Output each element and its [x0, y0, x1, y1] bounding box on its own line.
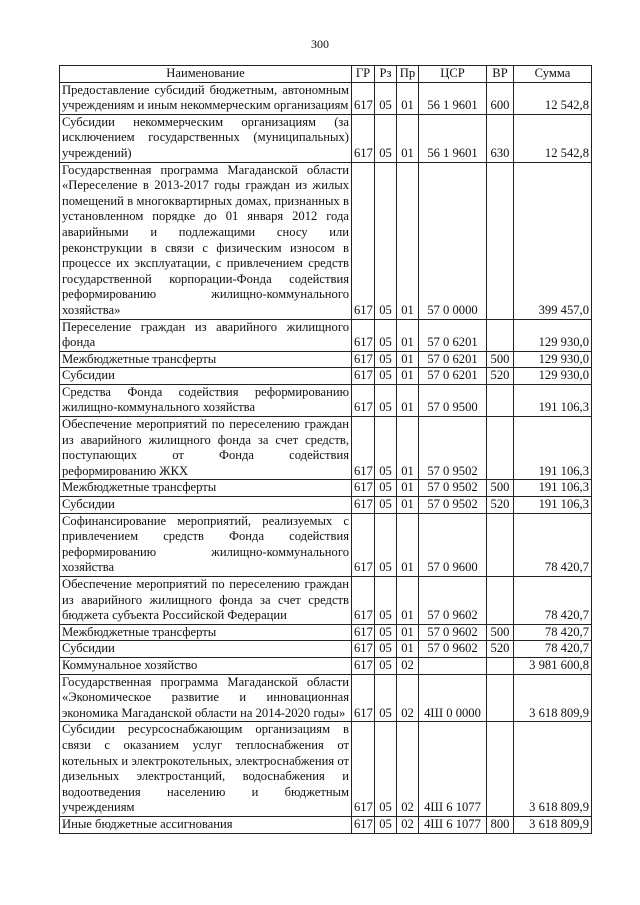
table-row — [60, 351, 592, 368]
cell-rz: 05 — [375, 384, 397, 416]
cell-sum: 3 618 809,9 — [514, 816, 592, 833]
cell-rz: 05 — [375, 816, 397, 833]
cell-csr: 57 0 9502 — [419, 497, 487, 514]
cell-csr: 4Ш 0 0000 — [419, 674, 487, 722]
cell-vr — [487, 162, 514, 319]
cell-pr: 01 — [397, 368, 419, 385]
cell-vr — [487, 657, 514, 674]
cell-gr: 617 — [352, 497, 375, 514]
cell-name: Софинансирование мероприятий, реализуемых с привлечением средств Фонда содействия реформированию жилищно-коммунального хозяйства — [60, 513, 352, 576]
table-row — [60, 657, 592, 674]
cell-gr: 617 — [352, 577, 375, 625]
cell-csr: 4Ш 6 1077 — [419, 722, 487, 817]
cell-sum: 191 106,3 — [514, 417, 592, 480]
cell-rz: 05 — [375, 674, 397, 722]
cell-csr: 57 0 0000 — [419, 162, 487, 319]
cell-gr: 617 — [352, 384, 375, 416]
cell-gr: 617 — [352, 417, 375, 480]
cell-sum: 399 457,0 — [514, 162, 592, 319]
table-row — [60, 641, 592, 658]
cell-rz: 05 — [375, 577, 397, 625]
cell-csr: 57 0 6201 — [419, 368, 487, 385]
cell-sum: 78 420,7 — [514, 641, 592, 658]
table-row — [60, 114, 592, 162]
table-row — [60, 384, 592, 416]
cell-vr — [487, 384, 514, 416]
cell-pr: 01 — [397, 624, 419, 641]
cell-sum: 129 930,0 — [514, 368, 592, 385]
cell-csr: 4Ш 6 1077 — [419, 816, 487, 833]
cell-gr: 617 — [352, 674, 375, 722]
table-row — [60, 319, 592, 351]
table-row — [60, 624, 592, 641]
cell-pr: 02 — [397, 722, 419, 817]
cell-sum: 129 930,0 — [514, 351, 592, 368]
cell-pr: 01 — [397, 114, 419, 162]
cell-gr: 617 — [352, 368, 375, 385]
cell-vr: 520 — [487, 368, 514, 385]
cell-pr: 01 — [397, 384, 419, 416]
cell-csr: 57 0 9502 — [419, 417, 487, 480]
cell-vr: 500 — [487, 351, 514, 368]
header-csr: ЦСР — [419, 66, 487, 83]
cell-vr: 630 — [487, 114, 514, 162]
cell-gr: 617 — [352, 82, 375, 114]
cell-name: Субсидии некоммерческим организациям (за исключением государственных (муниципальных) учреждений) — [60, 114, 352, 162]
cell-name: Государственная программа Магаданской области «Переселение в 2013-2017 годы граждан из жилых помещений в многоквартирных домах, признанных в установленном порядке до 01 января 2012 года аварийными и подлежащими сносу или реконструкции в связи с физическим износом в процессе их эксплуатации, с привлечением средств государственной корпорации-Фонда содействия реформированию жилищно-коммунального хозяйства» — [60, 162, 352, 319]
cell-rz: 05 — [375, 82, 397, 114]
table-row — [60, 816, 592, 833]
cell-sum: 191 106,3 — [514, 497, 592, 514]
cell-name: Коммунальное хозяйство — [60, 657, 352, 674]
cell-rz: 05 — [375, 114, 397, 162]
cell-pr: 02 — [397, 816, 419, 833]
header-pr: Пр — [397, 66, 419, 83]
cell-sum: 191 106,3 — [514, 384, 592, 416]
cell-name: Предоставление субсидий бюджетным, автономным учреждениям и иным некоммерческим организациям — [60, 82, 352, 114]
cell-gr: 617 — [352, 641, 375, 658]
header-sum: Сумма — [514, 66, 592, 83]
cell-name: Иные бюджетные ассигнования — [60, 816, 352, 833]
cell-name: Субсидии — [60, 368, 352, 385]
cell-csr: 57 0 9602 — [419, 577, 487, 625]
cell-rz: 05 — [375, 319, 397, 351]
cell-csr: 57 0 9600 — [419, 513, 487, 576]
cell-rz: 05 — [375, 497, 397, 514]
cell-pr: 01 — [397, 497, 419, 514]
cell-name: Межбюджетные трансферты — [60, 480, 352, 497]
cell-gr: 617 — [352, 162, 375, 319]
cell-csr — [419, 657, 487, 674]
table-row — [60, 480, 592, 497]
cell-rz: 05 — [375, 722, 397, 817]
cell-vr: 600 — [487, 82, 514, 114]
cell-pr: 01 — [397, 162, 419, 319]
cell-gr: 617 — [352, 480, 375, 497]
cell-name: Субсидии — [60, 497, 352, 514]
cell-sum: 3 618 809,9 — [514, 674, 592, 722]
table-row — [60, 497, 592, 514]
cell-gr: 617 — [352, 657, 375, 674]
cell-name: Государственная программа Магаданской области «Экономическое развитие и инновационная экономика Магаданской области на 2014-2020 годы» — [60, 674, 352, 722]
cell-vr: 800 — [487, 816, 514, 833]
cell-rz: 05 — [375, 513, 397, 576]
cell-gr: 617 — [352, 722, 375, 817]
cell-sum: 12 542,8 — [514, 114, 592, 162]
cell-gr: 617 — [352, 513, 375, 576]
cell-rz: 05 — [375, 480, 397, 497]
cell-vr: 520 — [487, 497, 514, 514]
cell-rz: 05 — [375, 641, 397, 658]
cell-name: Межбюджетные трансферты — [60, 624, 352, 641]
cell-vr — [487, 722, 514, 817]
cell-name: Обеспечение мероприятий по переселению граждан из аварийного жилищного фонда за счет средств, поступающих от Фонда содействия реформированию ЖКХ — [60, 417, 352, 480]
cell-pr: 01 — [397, 480, 419, 497]
cell-csr: 57 0 6201 — [419, 319, 487, 351]
cell-pr: 02 — [397, 657, 419, 674]
table-row — [60, 162, 592, 319]
cell-csr: 57 0 9502 — [419, 480, 487, 497]
cell-vr: 520 — [487, 641, 514, 658]
cell-rz: 05 — [375, 368, 397, 385]
cell-name: Обеспечение мероприятий по переселению граждан из аварийного жилищного фонда за счет средств бюджета субъекта Российской Федерации — [60, 577, 352, 625]
header-name: Наименование — [60, 66, 352, 83]
cell-csr: 56 1 9601 — [419, 114, 487, 162]
cell-csr: 57 0 9500 — [419, 384, 487, 416]
cell-csr: 56 1 9601 — [419, 82, 487, 114]
cell-gr: 617 — [352, 114, 375, 162]
cell-pr: 01 — [397, 82, 419, 114]
cell-pr: 02 — [397, 674, 419, 722]
cell-rz: 05 — [375, 624, 397, 641]
table-row — [60, 722, 592, 817]
page-number: 300 — [311, 37, 329, 51]
cell-gr: 617 — [352, 624, 375, 641]
cell-sum: 129 930,0 — [514, 319, 592, 351]
header-gr: ГР — [352, 66, 375, 83]
cell-sum: 3 618 809,9 — [514, 722, 592, 817]
cell-sum: 78 420,7 — [514, 513, 592, 576]
cell-pr: 01 — [397, 351, 419, 368]
cell-vr: 500 — [487, 480, 514, 497]
cell-rz: 05 — [375, 351, 397, 368]
cell-name: Переселение граждан из аварийного жилищного фонда — [60, 319, 352, 351]
cell-vr — [487, 577, 514, 625]
cell-name: Средства Фонда содействия реформированию жилищно-коммунального хозяйства — [60, 384, 352, 416]
table-row — [60, 577, 592, 625]
cell-rz: 05 — [375, 417, 397, 480]
cell-name: Субсидии ресурсоснабжающим организациям в связи с оказанием услуг теплоснабжения от котельных и электрокотельных, электроснабжения от дизельных электростанций, водоснабжения и водоотведения населению и бюджетным учреждениям — [60, 722, 352, 817]
cell-gr: 617 — [352, 351, 375, 368]
cell-csr: 57 0 9602 — [419, 624, 487, 641]
header-vr: ВР — [487, 66, 514, 83]
cell-rz: 05 — [375, 657, 397, 674]
cell-pr: 01 — [397, 641, 419, 658]
cell-vr — [487, 674, 514, 722]
table-row — [60, 368, 592, 385]
budget-table — [59, 65, 592, 834]
cell-csr: 57 0 9602 — [419, 641, 487, 658]
cell-sum: 78 420,7 — [514, 624, 592, 641]
cell-sum: 12 542,8 — [514, 82, 592, 114]
cell-name: Субсидии — [60, 641, 352, 658]
cell-rz: 05 — [375, 162, 397, 319]
cell-vr — [487, 513, 514, 576]
cell-name: Межбюджетные трансферты — [60, 351, 352, 368]
cell-csr: 57 0 6201 — [419, 351, 487, 368]
cell-pr: 01 — [397, 417, 419, 480]
header-rz: Рз — [375, 66, 397, 83]
cell-vr: 500 — [487, 624, 514, 641]
table-row — [60, 417, 592, 480]
cell-pr: 01 — [397, 319, 419, 351]
cell-pr: 01 — [397, 513, 419, 576]
cell-vr — [487, 417, 514, 480]
cell-gr: 617 — [352, 319, 375, 351]
table-header-row — [60, 66, 592, 83]
cell-gr: 617 — [352, 816, 375, 833]
table-row — [60, 82, 592, 114]
cell-vr — [487, 319, 514, 351]
table-row — [60, 513, 592, 576]
cell-sum: 78 420,7 — [514, 577, 592, 625]
cell-sum: 3 981 600,8 — [514, 657, 592, 674]
cell-pr: 01 — [397, 577, 419, 625]
table-row — [60, 674, 592, 722]
cell-sum: 191 106,3 — [514, 480, 592, 497]
